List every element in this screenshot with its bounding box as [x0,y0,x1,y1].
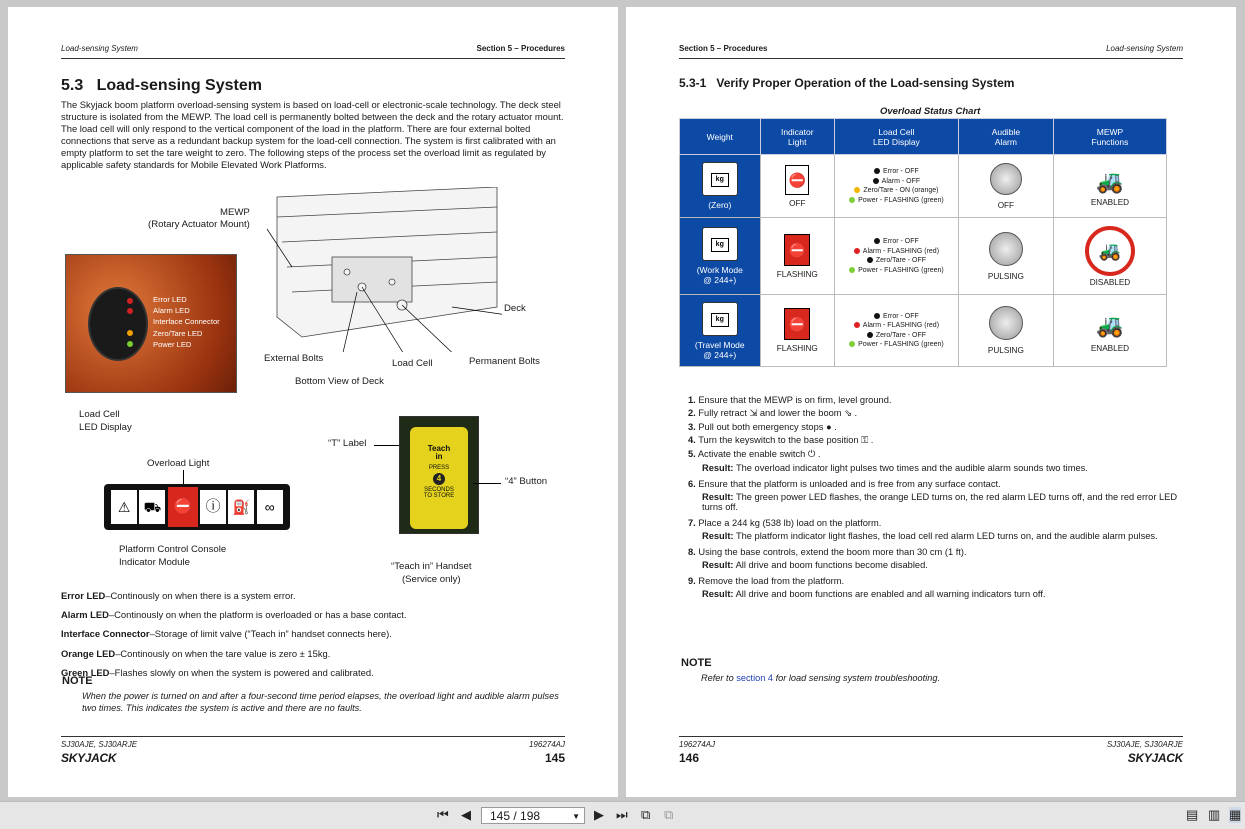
footer-rule [61,736,565,737]
table-row [680,155,1167,218]
footer-doc: 196274AJ [679,740,716,749]
console-indicator-module [104,484,290,530]
step-item: 6. Ensure that the platform is unloaded and is free from any surface contact. Result: The green power LED flashes, the orange LED turns on, the red alarm LED turns off, and the red error LED turns off. [688,479,1178,512]
step-item: 3. Pull out both emergency stops ● . [688,422,837,432]
header-rule [61,58,565,59]
next-page-icon[interactable]: ▶ [594,807,604,822]
kg-icon: kg [702,302,738,336]
step-item: 1. Ensure that the MEWP is on firm, level ground. [688,395,892,405]
functions-state: DISABLED [1089,277,1131,287]
fuel-icon: ⛽ [228,490,254,524]
weight-label: (Travel Mode @ 244+) [694,339,745,360]
note-heading: NOTE [62,675,93,687]
step-item: 8. Using the base controls, extend the boom more than 30 cm (1 ft). Result: All drive and boom functions become disabled. [688,547,967,570]
step-item: 9. Remove the load from the platform. Result: All drive and boom functions are enabled and all warning indicators turn off. [688,576,1046,599]
disabled-icon: 🚜 [1085,226,1135,276]
handset-press: PRESS [428,465,450,471]
section-title: 5.3 Load-sensing System [61,77,262,94]
header-left: Load-sensing System [61,44,138,53]
step-item: 4. Turn the keyswitch to the base position ⚿ . [688,435,874,445]
header-right: Load-sensing System [1106,44,1183,53]
note-text: Refer to section 4 for load sensing system troubleshooting. [701,673,941,683]
intro-paragraph: The Skyjack boom platform overload-sensing system is based on load-cell or electronic-scale technology. The deck steel structure is isolated from the MEWP. The load cell is permanently bolted between the deck and the rotary actuator mount. The load cell will only respond to the vertical component of the load in the platform. There are four external bolted connections that serve as a redundant backup system for the load-cell connection. The system is first calibrated with an empty platform to set the tare weight to zero. The following steps of the process set the overload limit as regulated by applicable safety standards for Mobile Elevated Work Platforms. [61,99,564,170]
led-label-zero-tare: Zero/Tare LED [153,328,203,338]
step-item: 7. Place a 244 kg (538 lb) load on the platform. Result: The platform indicator light flashes, the load cell red alarm LED turns on, and the audible alarm pulses. [688,518,1158,541]
continuous-view-icon[interactable]: ▥ [1208,807,1221,822]
indicator-flashing-icon: ⛔ [784,234,810,266]
indicator-off-icon: ⛔ [785,165,809,195]
page-number: 146 [679,751,700,765]
overload-light-label: Overload Light [147,458,210,469]
skyjack-logo: SKYJACK [1127,751,1183,765]
subsection-title: 5.3-1 Verify Proper Operation of the Load-sensing System [679,76,1015,90]
footer-doc: 196274AJ [528,740,565,749]
led-definitions [61,590,565,686]
viewer-toolbar [0,801,1245,829]
led-display-cell: Error - OFF Alarm - FLASHING (red) Zero/Tare - OFF Power - FLASHING (green) [835,295,959,367]
definition-item: Alarm LED–Continously on when the platform is overloaded or has a base contact. [61,609,407,621]
label-load-cell: Load Cell [392,358,433,369]
kg-icon: kg [702,162,738,196]
indicator-state: FLASHING [776,344,818,353]
col-header: Load Cell LED Display [835,119,959,155]
footer-model: SJ30AJE, SJ30ARJE [61,740,138,749]
label-external-bolts: External Bolts [264,353,324,364]
handset-seconds: SECONDS TO STORE [423,487,455,499]
handset-caption: “Teach in” Handset (Service only) [391,561,472,585]
alarm-speaker-pulsing-icon [989,306,1023,340]
header-rule [679,58,1183,59]
tilt-icon: ⚠ [111,490,137,524]
label-mewp: MEWP (Rotary Actuator Mount) [148,207,250,230]
definition-item: Interface Connector–Storage of limit valve (“Teach in” handset connects here). [61,628,392,640]
label-permanent-bolts: Permanent Bolts [469,356,540,367]
two-page-view-icon[interactable]: ▦ [1229,807,1242,822]
weight-label: (Zero) [708,200,732,210]
page-indicator-select[interactable] [481,807,585,824]
chart-title: Overload Status Chart [880,106,981,117]
functions-state: ENABLED [1090,197,1130,207]
alarm-state: OFF [997,200,1015,210]
col-header: MEWP Functions [1053,119,1166,155]
functions-state: ENABLED [1090,344,1130,353]
note-heading: NOTE [681,657,712,669]
last-page-icon[interactable]: ⏭ [616,807,628,822]
load-cell-photo [65,254,237,393]
kg-icon: kg [702,227,738,261]
page-indicator: 145 / 198 [490,809,541,823]
left-page [8,7,618,797]
header-left: Section 5 – Procedures [679,44,768,53]
indicator-flashing-icon: ⛔ [784,308,810,340]
header-right: Section 5 – Procedures [476,44,565,53]
col-header: Audible Alarm [958,119,1053,155]
mewp-machine-icon: 🚜 [1096,168,1124,194]
alarm-state: PULSING [987,271,1024,281]
definition-item: Error LED–Continously on when there is a system error. [61,590,296,601]
label-deck: Deck [504,303,526,314]
right-page [626,7,1236,797]
definition-item: Green LED–Flashes slowly on when the system is powered and calibrated. [61,666,374,678]
fit-page-icon[interactable]: ⧉ [641,807,651,822]
step-item: 5. Activate the enable switch ⏻ . Result: The overload indicator light pulses two times and the audible alarm sounds two times. [688,449,1088,473]
page-number: 145 [544,751,565,765]
chevron-down-icon: ▼ [572,812,580,821]
fit-width-icon[interactable]: ⧉ [664,807,674,822]
four-button[interactable]: 4 [433,473,445,485]
engine-icon: ∞ [257,490,283,524]
led-label-interface: Interface Connector [153,317,220,327]
previous-page-icon[interactable]: ◀ [461,807,471,822]
step-item: 2. Fully retract ⇲ and lower the boom ⇘ . [688,408,858,418]
teach-in-handset-photo [399,416,479,534]
col-header: Indicator Light [760,119,834,155]
deck-drawing [262,187,502,352]
led-label-power: Power LED [153,339,192,349]
section-4-link[interactable]: section 4 [736,673,774,683]
first-page-icon[interactable]: ⏮ [437,807,449,822]
table-row [680,295,1167,367]
handset-screen-text: Teach in [427,444,451,461]
led-labels [153,294,220,350]
indicator-state: FLASHING [776,269,818,279]
mewp-machine-icon: 🚜 [1096,313,1124,338]
footer-model: SJ30AJE, SJ30ARJE [1106,740,1183,749]
alarm-speaker-pulsing-icon [989,232,1023,266]
alarm-speaker-icon [990,163,1022,195]
led-label-alarm: Alarm LED [153,306,190,316]
deck-caption: Bottom View of Deck [295,376,384,387]
alarm-state: PULSING [987,346,1024,355]
led-display-cell: Error - OFF Alarm - FLASHING (red) Zero/Tare - OFF Power - FLASHING (green) [835,218,959,295]
fault-icon: ⓘ [200,490,226,524]
footer-rule [679,736,1183,737]
single-page-view-icon[interactable]: ▤ [1186,807,1199,822]
col-header: Weight [680,119,761,155]
indicator-state: OFF [789,198,806,208]
definition-item: Orange LED–Continously on when the tare value is zero ± 15kg. [61,647,331,659]
led-display-cell: Error - OFF Alarm - OFF Zero/Tare - ON (orange) Power - FLASHING (green) [835,155,959,218]
note-text: When the power is turned on and after a four-second time period elapses, the overload light and audible alarm pulses two times. This indicates the system is active and there are no faults. [82,691,559,713]
led-label-error: Error LED [153,295,187,304]
console-caption: Platform Control Console Indicator Module [119,544,227,568]
skyjack-logo: SKYJACK [61,751,117,765]
t-label: “T” Label [328,438,367,449]
four-button-label: “4” Button [505,476,548,487]
overload-light-icon: ⛔ [168,487,198,527]
overload-status-chart [679,118,1167,367]
weight-label: (Work Mode @ 244+) [696,265,743,285]
table-row [680,218,1167,295]
platform-icon: ⛟ [139,490,165,524]
load-cell-caption: Load Cell LED Display [79,409,132,433]
procedure-steps [688,395,1178,599]
